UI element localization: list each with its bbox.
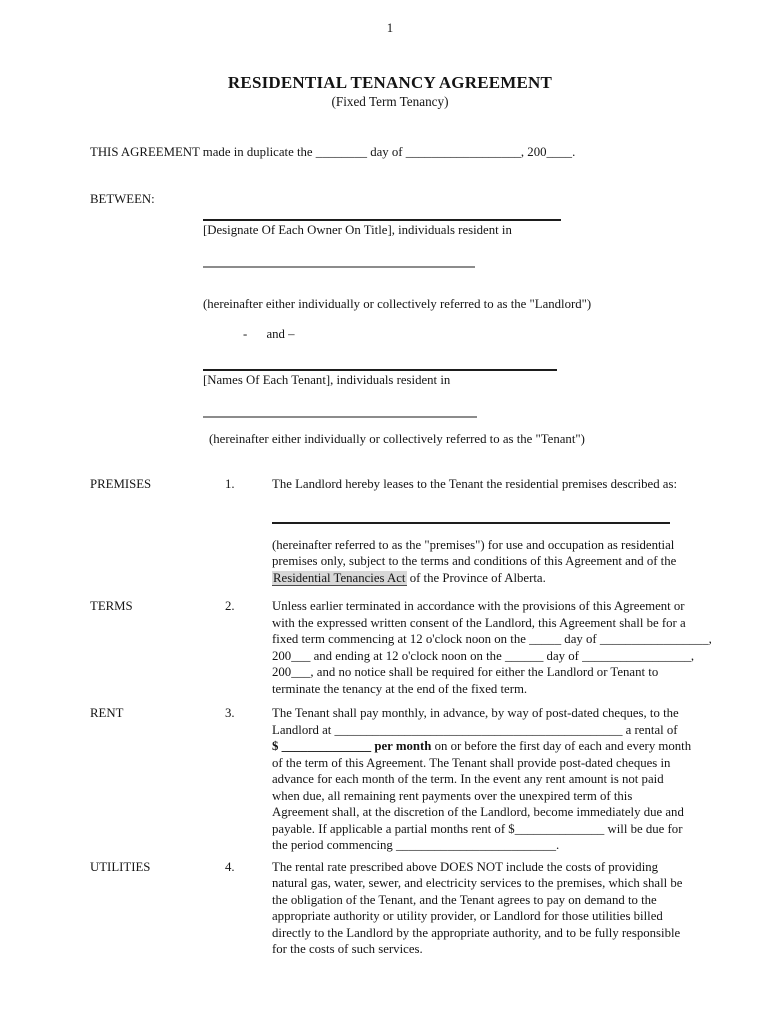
text-line: premises only, subject to the terms and conditions of this Agreement and of the [272, 554, 677, 568]
text-line: advance for each month of the term. In the event any rent amount is not paid [272, 772, 664, 786]
text-line: for the costs of such services. [272, 942, 423, 956]
tenant-name-caption: [Names Of Each Tenant], individuals resident in [203, 372, 451, 387]
section-premises-body [272, 476, 690, 586]
text-line [272, 738, 691, 755]
section-premises [90, 476, 690, 586]
document-subtitle: (Fixed Term Tenancy) [331, 93, 449, 109]
tenant-address-blank-line[interactable] [203, 416, 477, 418]
text-line: The Landlord hereby leases to the Tenant the residential premises described as: [272, 477, 678, 491]
parties-block [203, 219, 690, 448]
residential-tenancies-act-link[interactable]: Residential Tenancies Act [273, 570, 406, 585]
section-terms-number: 2. [225, 599, 235, 613]
section-rent-label: RENT [90, 706, 124, 720]
text-line: directly to the Landlord by the appropriate authority, and to be fully responsible [272, 925, 681, 940]
text-run: of the Province of Alberta. [406, 570, 546, 585]
premises-paragraph [272, 537, 690, 587]
section-terms-label: TERMS [90, 599, 133, 613]
text-line [272, 570, 690, 587]
landlord-name-blank-line[interactable] [203, 219, 561, 221]
section-rent-number: 3. [225, 706, 235, 720]
text-line: of the term of this Agreement. The Tenant shall provide post-dated cheques in [272, 755, 671, 770]
tenant-name-blank-line[interactable] [203, 369, 557, 371]
text-line: terminate the tenancy at the end of the fixed term. [272, 681, 528, 696]
tenant-definition-text: (hereinafter either individually or collectively referred to as the "Tenant") [209, 431, 585, 446]
between-label: BETWEEN: [90, 192, 155, 206]
text-line: Landlord at _____________________________________________ a rental of [272, 722, 678, 737]
landlord-address-blank-line[interactable] [203, 266, 475, 268]
section-utilities [90, 859, 690, 958]
text-line: appropriate authority or utility provider, or Landlord for those utilities billed [272, 909, 663, 923]
section-terms-body [272, 598, 712, 697]
text-line: fixed term commencing at 12 o'clock noon on the _____ day of _________________, [272, 632, 712, 646]
text-line: with the expressed written consent of the Landlord, this Agreement shall be for a [272, 615, 686, 630]
section-premises-label: PREMISES [90, 477, 152, 491]
text-line: (hereinafter referred to as the "premises") for use and occupation as residential [272, 537, 675, 552]
page-number: 1 [386, 21, 394, 35]
text-line: Unless earlier terminated in accordance with the provisions of this Agreement or [272, 599, 685, 613]
text-run: on or before the first day of each and every month [431, 739, 692, 753]
text-line: Agreement shall, at the discretion of the Landlord, become immediately due and [272, 805, 684, 819]
section-utilities-body [272, 859, 690, 958]
text-line: when due, all remaining rent payments over the unexpired term of this [272, 788, 633, 803]
section-rent-body [272, 705, 691, 854]
text-line: the obligation of the Tenant, and the Tenant agrees to pay on demand to the [272, 892, 657, 907]
section-premises-number: 1. [225, 477, 235, 491]
landlord-definition-text: (hereinafter either individually or collectively referred to as the "Landlord") [203, 296, 592, 311]
clauses [90, 476, 712, 958]
text-line: The rental rate prescribed above DOES NOT include the costs of providing [272, 859, 659, 874]
section-utilities-number: 4. [225, 859, 235, 874]
premises-description-blank-line[interactable] [272, 522, 670, 524]
text-line: payable. If applicable a partial months rent of $______________ will be due for [272, 821, 683, 836]
agreement-intro-line: THIS AGREEMENT made in duplicate the ________ day of __________________, 200____. [90, 144, 576, 159]
section-terms [90, 598, 712, 697]
section-rent [90, 705, 690, 854]
text-line: natural gas, water, sewer, and electricity services to the premises, which shall be [272, 876, 683, 890]
and-separator: - and – [243, 327, 295, 341]
text-line: 200___, and no notice shall be required for either the Landlord or Tenant to [272, 665, 659, 679]
document-title: RESIDENTIAL TENANCY AGREEMENT [227, 72, 553, 92]
rent-amount-bold-run: $ ______________ per month [272, 739, 432, 753]
text-line: 200___ and ending at 12 o'clock noon on the ______ day of _________________, [272, 648, 695, 663]
text-line: The Tenant shall pay monthly, in advance, by way of post-dated cheques, to the [272, 706, 679, 720]
landlord-name-caption: [Designate Of Each Owner On Title], individuals resident in [203, 222, 512, 237]
text-line: the period commencing _________________________. [272, 838, 560, 852]
section-utilities-label: UTILITIES [90, 859, 151, 874]
